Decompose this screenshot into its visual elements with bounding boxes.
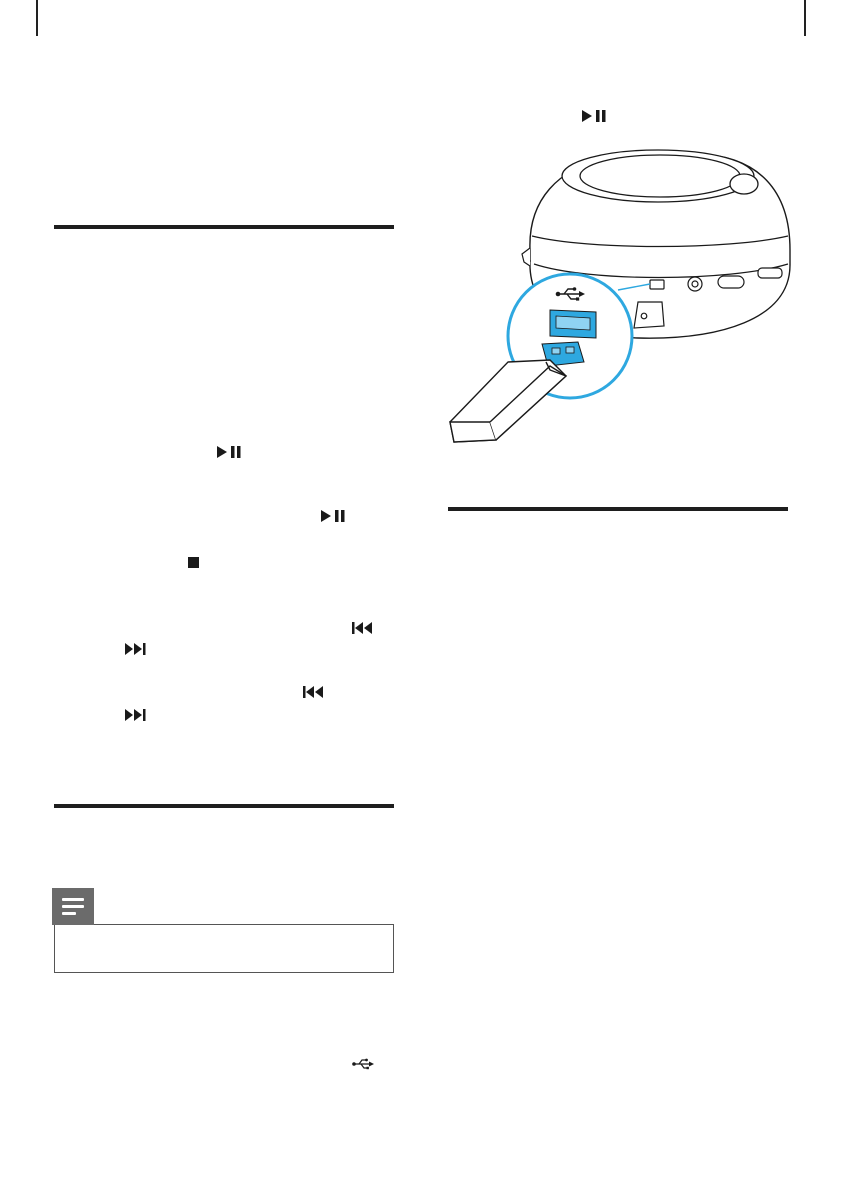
page-edge-mark-left bbox=[36, 0, 38, 36]
section-rule-usb bbox=[54, 804, 394, 808]
usb-symbol-icon bbox=[352, 1058, 374, 1070]
note-icon bbox=[52, 888, 94, 925]
section-rule-right bbox=[448, 507, 788, 511]
play-pause-icon bbox=[581, 109, 607, 123]
previous-track-icon bbox=[351, 621, 375, 635]
usb-drive-connection-illustration bbox=[438, 140, 808, 470]
next-track-icon bbox=[124, 708, 148, 722]
note-box bbox=[54, 924, 394, 973]
play-pause-icon bbox=[216, 445, 242, 459]
play-pause-icon bbox=[320, 509, 346, 523]
stop-icon bbox=[188, 557, 199, 568]
section-rule-playback bbox=[54, 225, 394, 229]
previous-track-icon bbox=[302, 685, 326, 699]
next-track-icon bbox=[124, 642, 148, 656]
page-edge-mark-right bbox=[804, 0, 806, 36]
